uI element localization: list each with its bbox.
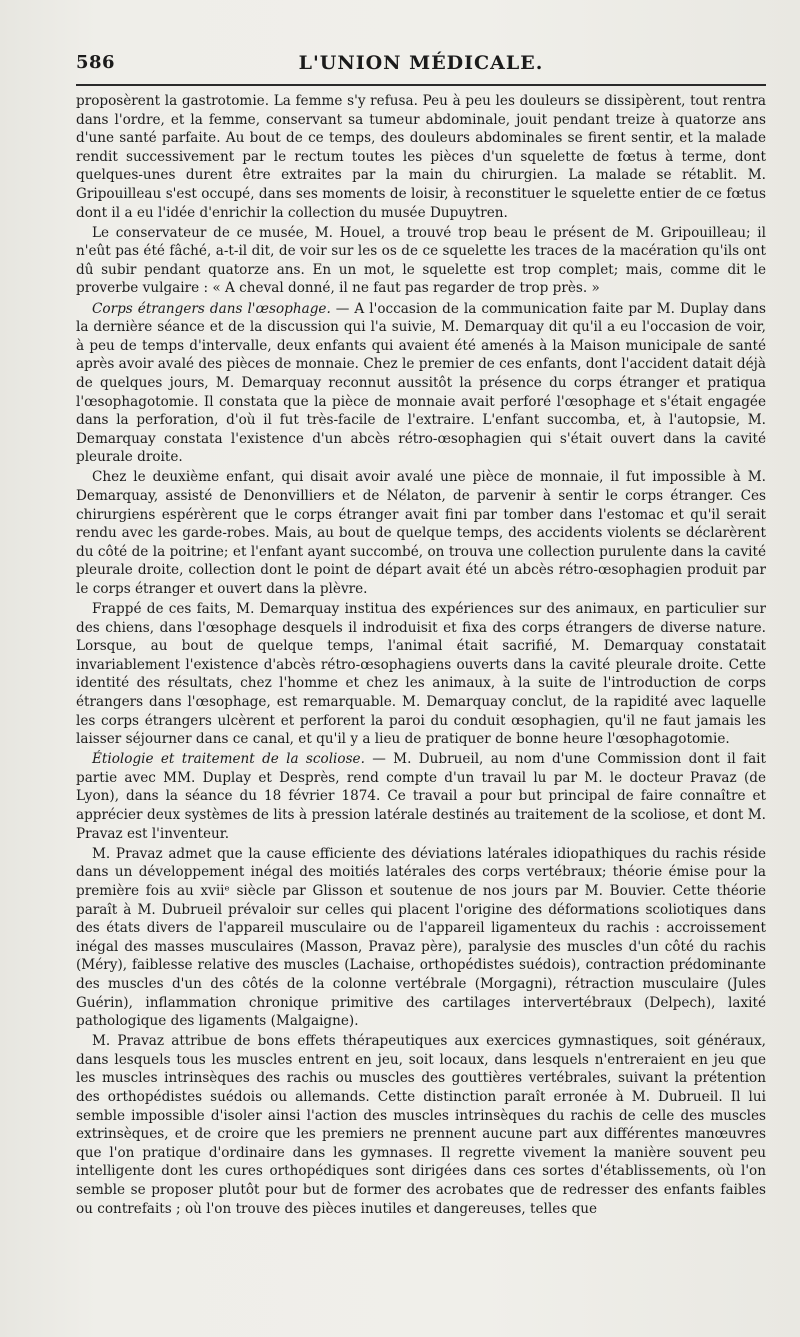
section-title-scoliose: Étiologie et traitement de la scoliose. bbox=[92, 751, 365, 768]
paragraph-1 bbox=[76, 92, 766, 222]
paragraph-3 bbox=[76, 300, 766, 467]
paragraph-4 bbox=[76, 468, 766, 598]
running-title: L'UNION MÉDICALE. bbox=[298, 52, 544, 74]
paragraph-text: proposèrent la gastrotomie. La femme s'y refusa. Peu à peu les douleurs se dissipèrent, tout rentra dans l'ordre, et la femme, conservant sa tumeur abdominale, jouit pendant treize à quatorze ans d'une santé parfaite. Au bout de ce temps, des douleurs abdominales se firent sentir, et la malade rendit successivement par le rectum toutes les pièces d'un squelette de fœtus à terme, dont quelques-unes durent être extraites par la main du chirurgien. La malade se rétablit. M. Gripouilleau s'est occupé, dans ses moments de loisir, à reconstituer le squelette entier de ce fœtus dont il a eu l'idée d'enrichir la collection du musée Dupuytren. bbox=[76, 93, 766, 221]
paragraph-text: — A l'occasion de la communication faite par M. Duplay dans la dernière séance et de la discussion qui l'a suivie, M. Demarquay dit qu'il a eu l'occasion de voir, à peu de temps d'intervalle, deux enfants qui avaient été amenés à la Maison municipale de santé après avoir avalé des pièces de monnaie. Chez le premier de ces enfants, dont l'accident datait déjà de quelques jours, M. Demarquay reconnut aussitôt la présence du corps étranger et pratiqua l'œsophagotomie. Il constata que la pièce de monnaie avait perforé l'œsophage et s'était engagée dans la perforation, d'où il fut très-facile de l'extraire. L'enfant succomba, et, à l'autopsie, M. Demarquay constata l'existence d'un abcès rétro-œsophagien qui s'était ouvert dans la cavité pleurale droite. bbox=[76, 300, 766, 466]
paragraph-text: Chez le deuxième enfant, qui disait avoir avalé une pièce de monnaie, il fut impossible à M. Demarquay, assisté de Denonvilliers et de Nélaton, de parvenir à sentir le corps étranger. Ces chirurgiens espérèrent que le corps étranger avait fini par tomber dans l'estomac et qu'il serait rendu avec les garde-robes. Mais, au bout de quelque temps, des accidents violents se déclarèrent du côté de la poitrine; et l'enfant ayant succombé, on trouva une collection purulente dans la cavité pleurale droite, collection dont le point de départ avait été un abcès rétro-œsophagien produit par le corps étranger et ouvert dans la plèvre. bbox=[76, 469, 766, 597]
section-title-corps-etrangers: Corps étrangers dans l'œsophage. bbox=[92, 300, 331, 317]
paragraph-text: M. Pravaz admet que la cause efficiente des déviations latérales idiopathiques du rachis réside dans un développement inégal des moitiés latérales des corps vertébraux; théorie émise pour la première fois au xviiᵉ siècle par Glisson et soutenue de nos jours par M. Bouvier. Cette théorie paraît à M. Dubrueil prévaloir sur celles qui placent l'origine des déformations scoliotiques dans des états divers de l'appareil musculaire ou de l'appareil ligamenteux du rachis : accroissement inégal des masses musculaires (Masson, Pravaz père), paralysie des muscles d'un côté du rachis (Méry), faiblesse relative des muscles (Lachaise, orthopédistes suédois), contraction prédominante des muscles d'un des côtés de la colonne vertébrale (Morgagni), rétraction musculaire (Jules Guérin), inflammation chronique primitive des cartilages intervertébraux (Delpech), laxité pathologique des ligaments (Malgaigne). bbox=[76, 845, 766, 1030]
paragraph-text: Le conservateur de ce musée, M. Houel, a trouvé trop beau le présent de M. Gripouilleau; il n'eût pas été fâché, a-t-il dit, de voir sur les os de ce squelette les traces de la macération qu'ils ont dû subir pendant quatorze ans. En un mot, le squelette est trop complet; mais, comme dit le proverbe vulgaire : « A cheval donné, il ne faut pas regarder de trop près. » bbox=[76, 224, 766, 297]
paragraph-7 bbox=[76, 845, 766, 1031]
paragraph-text: M. Pravaz attribue de bons effets thérapeutiques aux exercices gymnastiques, soit généraux, dans lesquels tous les muscles entrent en jeu, soit locaux, dans lesquels n'entreraient en jeu que les muscles intrinsèques des rachis ou muscles des gouttières vertébrales, suivant la prétention des orthopédistes suédois ou allemands. Cette distinction paraît erronée à M. Dubrueil. Il lui semble impossible d'isoler ainsi l'action des muscles intrinsèques du rachis de celle des muscles extrinsèques, et de croire que les premiers ne prennent aucune part aux différentes manœuvres que l'on pratique d'ordinaire dans les gymnases. Il regrette vivement la manière souvent peu intelligente dont les cures orthopédiques sont dirigées dans ces sortes d'établissements, où l'on semble se proposer plutôt pour but de former des acrobates que de redresser des enfants faibles ou contrefaits ; où l'on trouve des pièces inutiles et dangereuses, telles que bbox=[76, 1033, 766, 1217]
paragraph-6 bbox=[76, 750, 766, 843]
body-text bbox=[76, 92, 766, 1218]
page-number: 586 bbox=[76, 52, 116, 73]
paragraph-8 bbox=[76, 1032, 766, 1218]
paragraph-2 bbox=[76, 224, 766, 298]
paragraph-5 bbox=[76, 600, 766, 749]
page-header bbox=[76, 52, 766, 86]
paragraph-text: Frappé de ces faits, M. Demarquay institua des expériences sur des animaux, en particulier sur des chiens, dans l'œsophage desquels il indroduisit et fixa des corps étrangers de diverse nature. Lorsque, au bout de quelque temps, l'animal était sacrifié, M. Demarquay constatait invariablement l'existence d'abcès rétro-œsophagiens ouverts dans la cavité pleurale droite. Cette identité des résultats, chez l'homme et chez les animaux, à la suite de l'introduction de corps étrangers dans l'œsophage, est remarquable. M. Demarquay conclut, de la rapidité avec laquelle les corps étrangers ulcèrent et perforent la paroi du conduit œsophagien, qu'il ne faut jamais les laisser séjourner dans ce canal, et qu'il y a lieu de pratiquer de bonne heure l'œsophagotomie. bbox=[76, 601, 766, 748]
paragraph-text: — M. Dubrueil, au nom d'une Commission dont il fait partie avec MM. Duplay et Desprès, rend compte d'un travail lu par M. le docteur Pravaz (de Lyon), dans la séance du 18 février 1874. Ce travail a pour but principal de faire connaître et apprécier deux systèmes de lits à pression latérale destinés au traitement de la scoliose, et dont M. Pravaz est l'inventeur. bbox=[76, 751, 766, 842]
